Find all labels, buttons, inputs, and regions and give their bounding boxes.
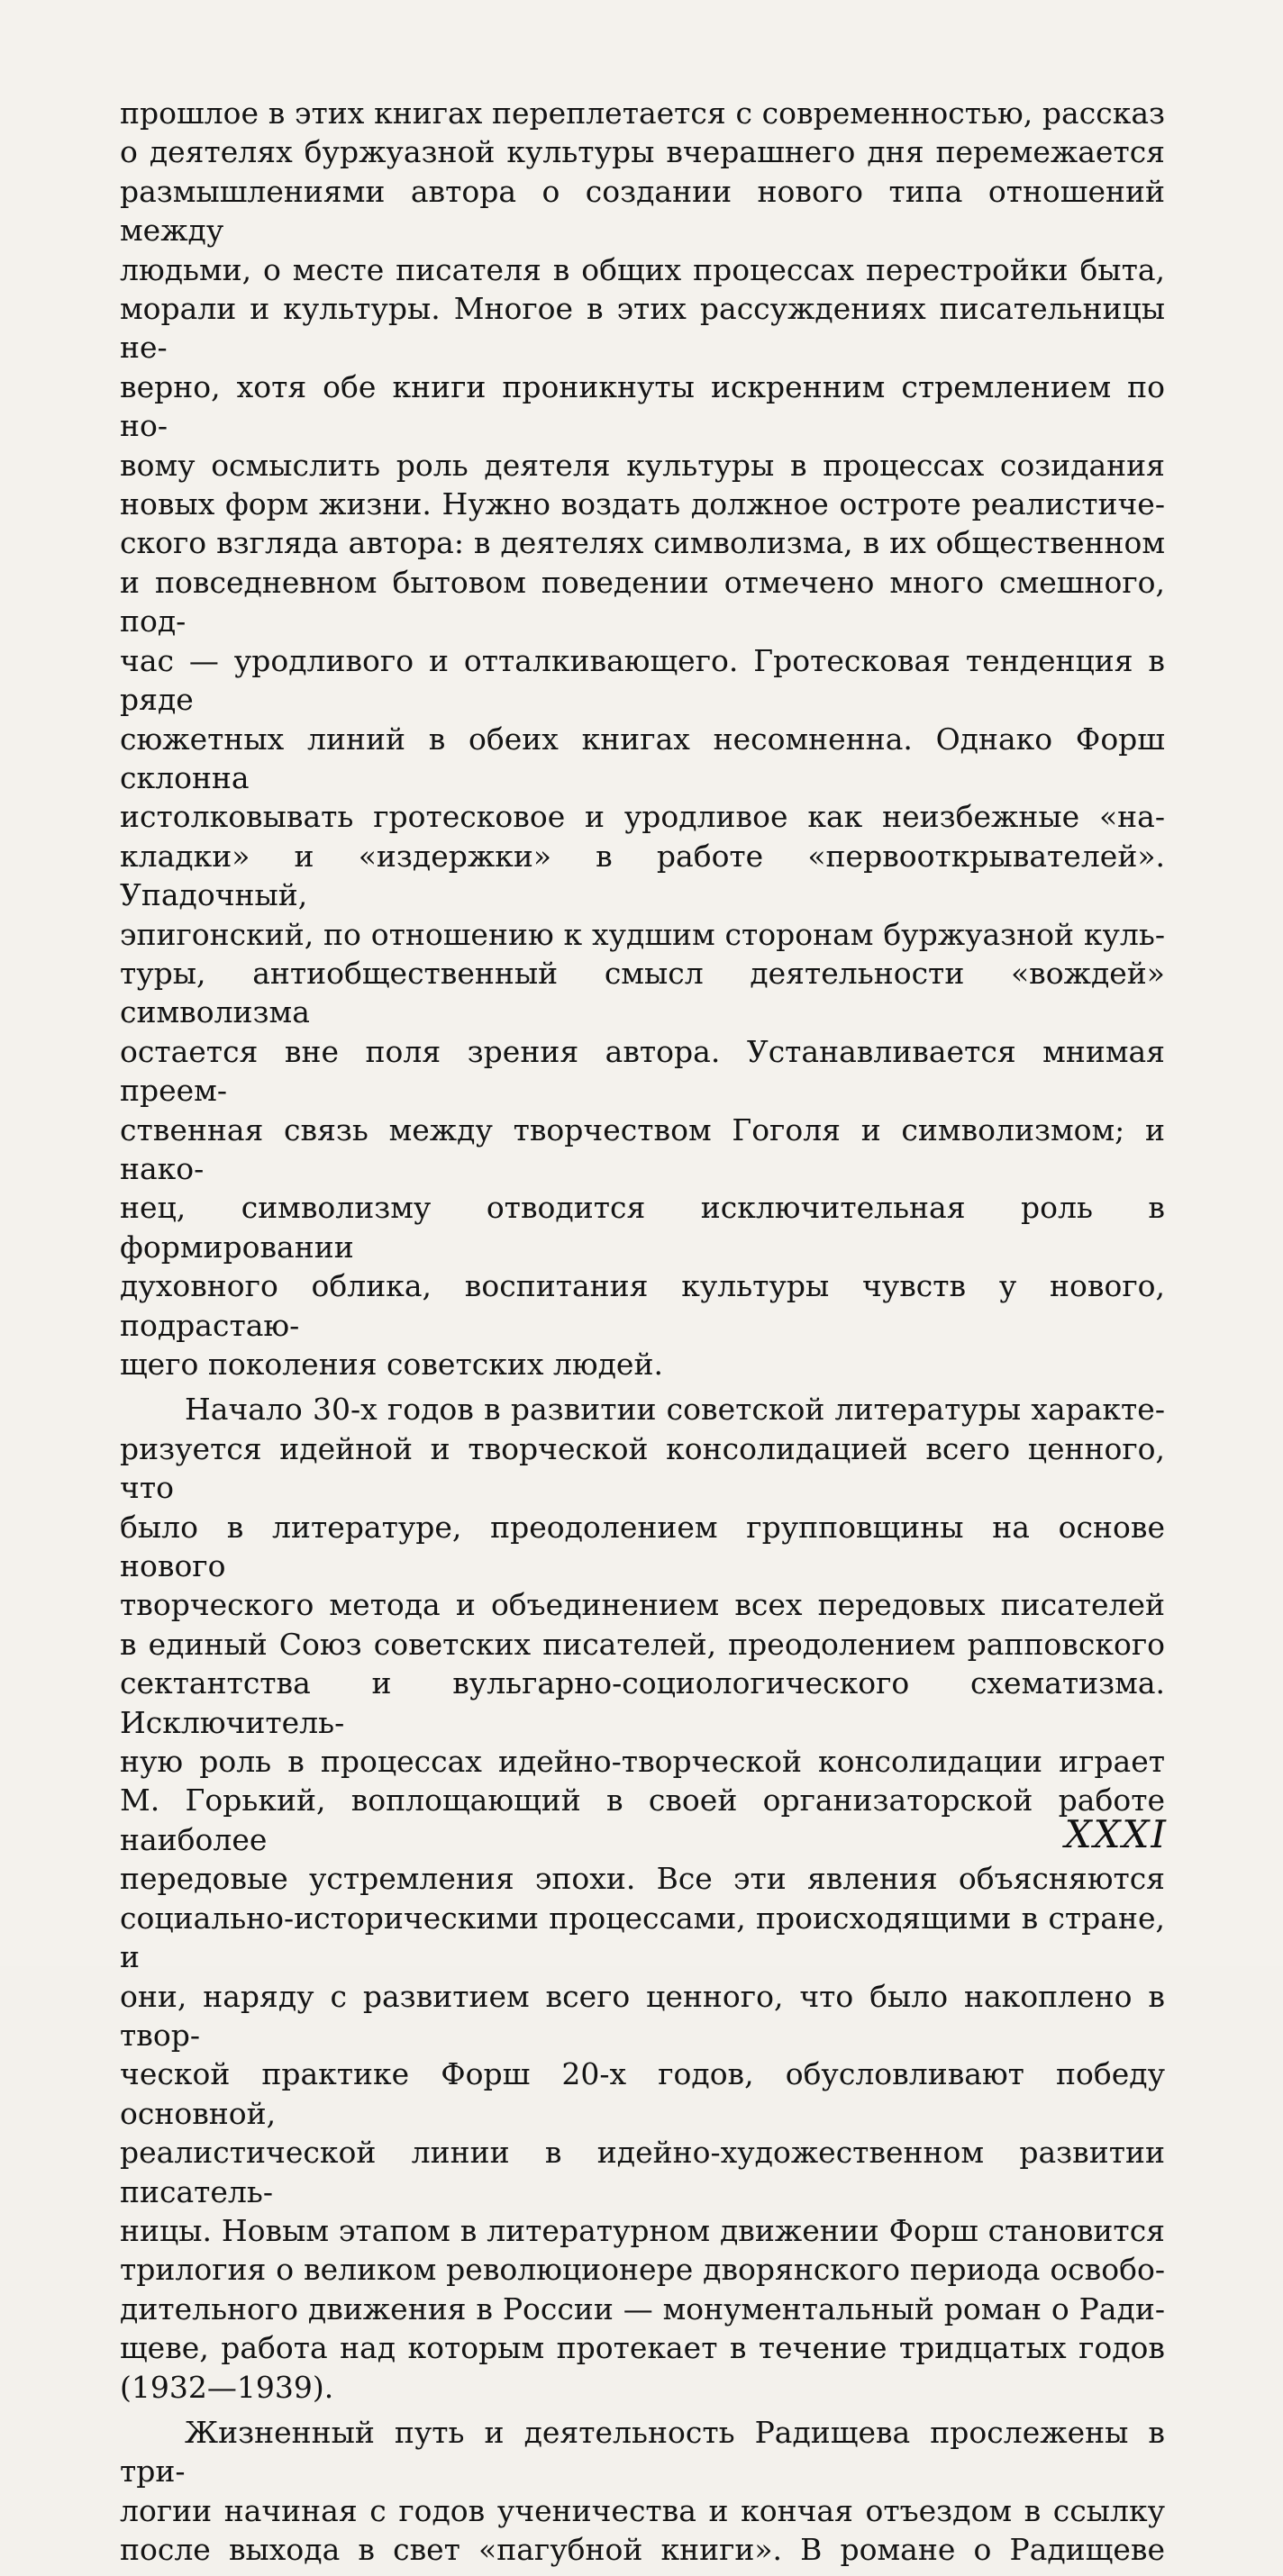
paragraph-1 (120, 94, 1165, 1383)
text-line: логии начиная с годов ученичества и кончая отъездом в ссылку (120, 2492, 1165, 2528)
text-line: о деятелях буржуазной культуры вчерашнего дня перемежается (120, 134, 1165, 170)
text-line: размышлениями автора о создании нового типа отношений между (120, 173, 1165, 249)
text-line: прошлое в этих книгах переплетается с современностью, рассказ (120, 95, 1165, 131)
text-line: дительного движения в России — монументальный роман о Ради- (120, 2290, 1165, 2327)
text-line: творческого метода и объединением всех передовых писателей (120, 1587, 1165, 1623)
text-line: кладки» и «издержки» в работе «первооткрывателей». Упадочный, (120, 838, 1165, 913)
text-line: сектантства и вульгарно-социологического схематизма. Исключитель- (120, 1665, 1165, 1740)
text-line: М. Горький, воплощающий в своей организаторской работе наиболее (120, 1782, 1165, 1857)
text-line: было в литературе, преодолением групповщины на основе нового (120, 1509, 1165, 1584)
paragraph-3 (120, 2413, 1165, 2570)
text-line: ского взгляда автора: в деятелях символизма, в их общественном (120, 525, 1165, 561)
text-line: ную роль в процессах идейно-творческой консолидации играет (120, 1744, 1165, 1780)
text-line: в единый Союз советских писателей, преодолением рапповского (120, 1626, 1165, 1662)
text-line: ризуется идейной и творческой консолидацией всего ценного, что (120, 1430, 1165, 1506)
text-line: после выхода в свет «пагубной книги». В романе о Радищеве (120, 2532, 1165, 2568)
text-line: щего поколения советских людей. (120, 1347, 663, 1382)
text-line: и повседневном бытовом поведении отмечено много смешного, под- (120, 564, 1165, 639)
text-line: щеве, работа над которым протекает в течение тридцатых годов (120, 2330, 1165, 2366)
text-line: нец, символизму отводится исключительная роль в формировании (120, 1190, 1165, 1265)
text-line: час — уродливого и отталкивающего. Гротесковая тенденция в ряде (120, 642, 1165, 718)
text-line: ницы. Новым этапом в литературном движении Форш становится (120, 2212, 1165, 2248)
text-line: верно, хотя обе книги проникнуты искренним стремлением по но- (120, 368, 1165, 444)
text-line: ческой практике Форш 20-х годов, обусловливают победу основной, (120, 2056, 1165, 2131)
text-line: передовые устремления эпохи. Все эти явления объясняются (120, 1861, 1165, 1897)
text-line: (1932—1939). (120, 2369, 334, 2405)
text-line: они, наряду с развитием всего ценного, что было накоплено в твор- (120, 1978, 1165, 2053)
main-text (120, 94, 1165, 2576)
text-line: духовного облика, воспитания культуры чувств у нового, подрастаю- (120, 1268, 1165, 1343)
text-line: трилогия о великом революционере дворянского периода освобо- (120, 2252, 1165, 2288)
text-line: реалистической линии в идейно-художественном развитии писатель- (120, 2135, 1165, 2209)
text-line: эпигонский, по отношению к худшим сторонам буржуазной куль- (120, 916, 1165, 952)
text-line: социально-историческими процессами, происходящими в стране, и (120, 1900, 1165, 1975)
paragraph-2 (120, 1390, 1165, 2407)
text-line: вому осмыслить роль деятеля культуры в процессах созидания (120, 447, 1165, 483)
text-line: Жизненный путь и деятельность Радищева прослежены в три- (120, 2414, 1165, 2490)
text-line: туры, антиобщественный смысл деятельности «вождей» символизма (120, 955, 1165, 1030)
text-line: людьми, о месте писателя в общих процессах перестройки быта, (120, 251, 1165, 287)
text-line: сюжетных линий в обеих книгах несомненна. Однако Форш склонна (120, 721, 1165, 795)
text-line: истолковывать гротесковое и уродливое как неизбежные «на- (120, 799, 1165, 835)
text-line: Начало 30-х годов в развитии советской литературы характе- (185, 1392, 1165, 1428)
text-line: ственная связь между творчеством Гоголя и символизмом; и нако- (120, 1111, 1165, 1186)
page-number: XXXI (1064, 1812, 1168, 1856)
text-line: остается вне поля зрения автора. Устанавливается мнимая преем- (120, 1033, 1165, 1109)
text-line: морали и культуры. Многое в этих рассуждениях писательницы не- (120, 291, 1165, 366)
text-line: новых форм жизни. Нужно воздать должное остроте реалистиче- (120, 486, 1165, 522)
